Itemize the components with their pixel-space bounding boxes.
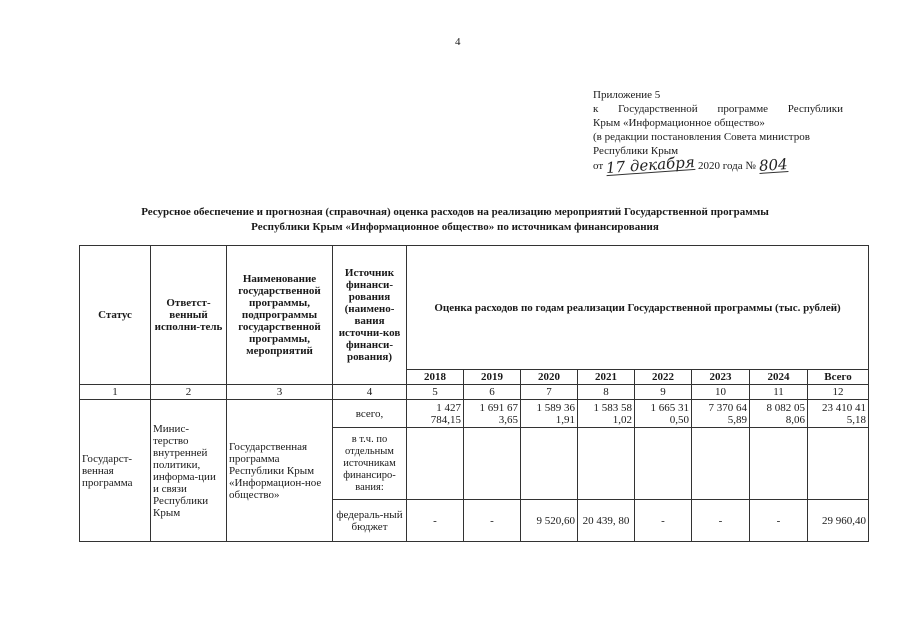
column-number: 1	[80, 385, 151, 400]
appendix-line: Крым «Информационное общество»	[593, 117, 765, 129]
row-executor: Минис-терство внутренней политики, информа-ции и связи Республики Крым	[151, 400, 227, 542]
header-executor: Ответст-венный исполни-тель	[151, 246, 227, 385]
value-cell: -	[464, 500, 521, 542]
column-number: 12	[808, 385, 869, 400]
total-cell	[808, 428, 869, 500]
value-cell: 9 520,60	[521, 500, 578, 542]
value-cell: -	[407, 500, 464, 542]
handwritten-number: 804	[758, 155, 789, 175]
header-source: Источник финанси-рования (наимено-вания источни-ков финанси-рования)	[333, 246, 407, 385]
column-number: 11	[750, 385, 808, 400]
value-cell	[521, 428, 578, 500]
value-cell: 1 665 31 0,50	[635, 400, 692, 428]
header-year: 2024	[750, 370, 808, 385]
value-cell: -	[635, 500, 692, 542]
value-cell	[464, 428, 521, 500]
header-year: 2022	[635, 370, 692, 385]
column-number: 5	[407, 385, 464, 400]
header-total: Всего	[808, 370, 869, 385]
column-number: 4	[333, 385, 407, 400]
value-cell	[750, 428, 808, 500]
document-title	[70, 205, 840, 235]
appendix-date-line	[593, 152, 843, 178]
header-year: 2020	[521, 370, 578, 385]
column-number: 7	[521, 385, 578, 400]
header-year: 2019	[464, 370, 521, 385]
title-line: Республики Крым «Информационное общество» по источникам финансирования	[251, 221, 659, 233]
value-cell	[635, 428, 692, 500]
appendix-block	[593, 88, 843, 178]
column-number: 2	[151, 385, 227, 400]
source-cell: в т.ч. по отдельным источникам финансиро-вания:	[333, 428, 407, 500]
appendix-line: к Государственной программе Республики	[593, 103, 843, 115]
value-cell: 20 439, 80	[578, 500, 635, 542]
finance-table	[79, 245, 869, 542]
column-number: 10	[692, 385, 750, 400]
header-status: Статус	[80, 246, 151, 385]
value-cell: 1 589 36 1,91	[521, 400, 578, 428]
total-cell: 29 960,40	[808, 500, 869, 542]
value-cell: 1 691 67 3,65	[464, 400, 521, 428]
value-cell: -	[750, 500, 808, 542]
handwritten-date: 17 декабря	[605, 152, 696, 178]
date-suffix: 2020 года №	[698, 160, 756, 172]
header-year: 2021	[578, 370, 635, 385]
header-estimate: Оценка расходов по годам реализации Государственной программы (тыс. рублей)	[407, 246, 869, 370]
header-name: Наименование государственной программы, подпрограммы государственной программы, мероприятий	[227, 246, 333, 385]
value-cell	[578, 428, 635, 500]
column-number: 9	[635, 385, 692, 400]
column-number: 3	[227, 385, 333, 400]
row-program-name: Государственная программа Республики Крым «Информацион-ное общество»	[227, 400, 333, 542]
value-cell	[692, 428, 750, 500]
title-line: Ресурсное обеспечение и прогнозная (справочная) оценка расходов на реализацию мероприятий Государственной программы	[141, 206, 769, 218]
header-year: 2023	[692, 370, 750, 385]
source-cell: всего,	[333, 400, 407, 428]
total-cell: 23 410 41 5,18	[808, 400, 869, 428]
header-year: 2018	[407, 370, 464, 385]
date-prefix: от	[593, 160, 604, 172]
row-status: Государст-венная программа	[80, 400, 151, 542]
appendix-line: Приложение 5	[593, 89, 661, 101]
appendix-line: Республики Крым	[593, 145, 679, 157]
source-cell: федераль-ный бюджет	[333, 500, 407, 542]
value-cell: 1 583 58 1,02	[578, 400, 635, 428]
column-number: 6	[464, 385, 521, 400]
page-number: 4	[455, 36, 461, 48]
value-cell: -	[692, 500, 750, 542]
value-cell	[407, 428, 464, 500]
column-number: 8	[578, 385, 635, 400]
value-cell: 7 370 64 5,89	[692, 400, 750, 428]
value-cell: 1 427 784,15	[407, 400, 464, 428]
appendix-line: (в редакции постановления Совета министров	[593, 131, 810, 143]
value-cell: 8 082 05 8,06	[750, 400, 808, 428]
